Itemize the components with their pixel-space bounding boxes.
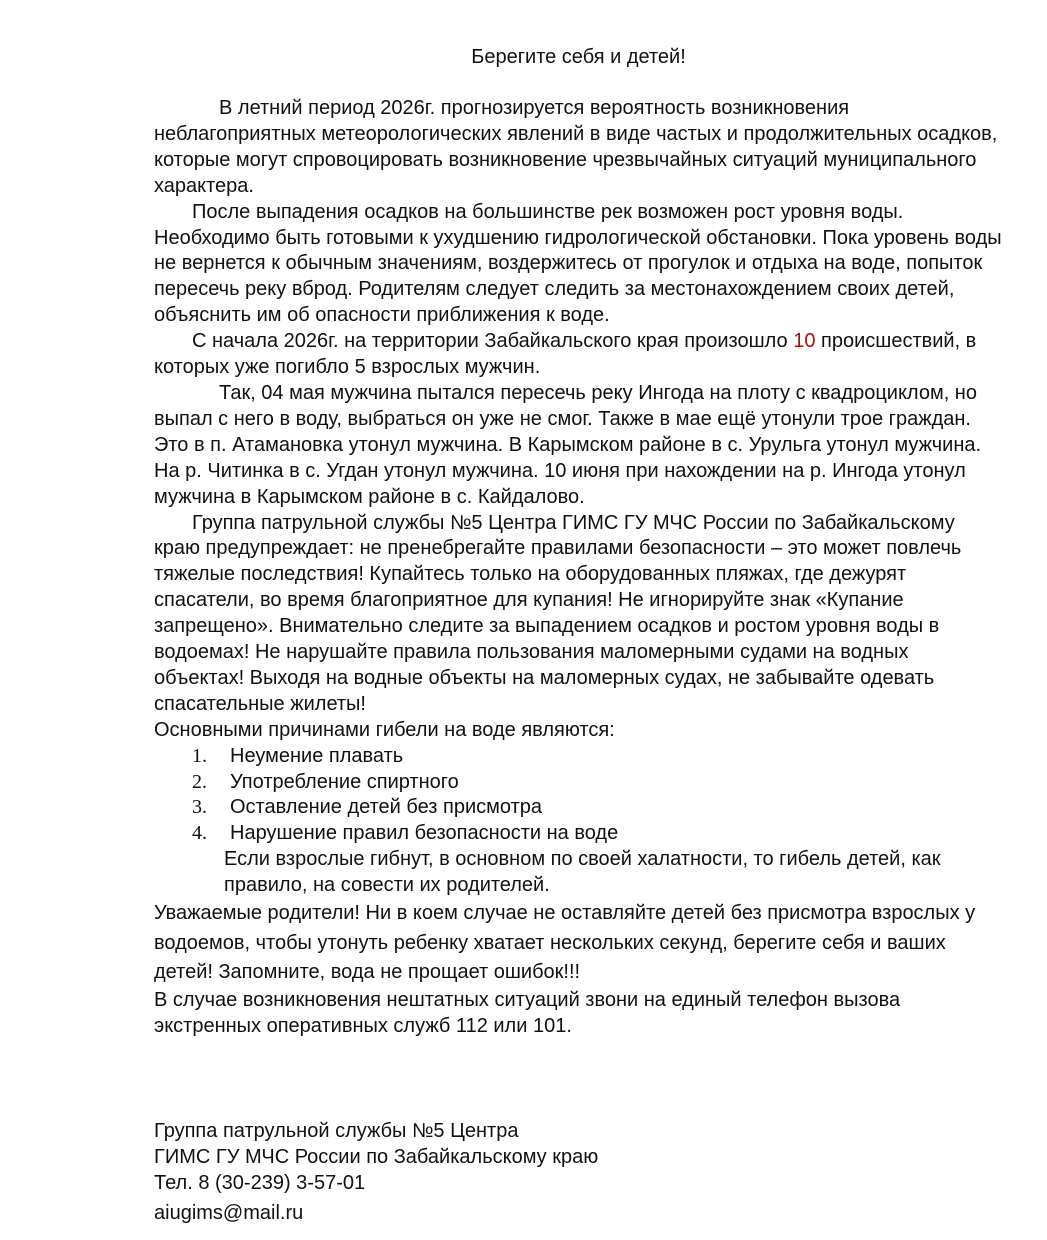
incidents-text-before: С начала 2026г. на территории Забайкальского края произошло	[192, 330, 794, 353]
paragraph-drowning-cases: Так, 04 мая мужчина пытался пересечь реку Ингода на плоту с квадроциклом, но выпал с него в воду, выбраться он уже не смог. Также в мае ещё утонули трое граждан. Это в п. Атамановка утонул мужчина. В Карымском районе в с. Урульга утонул мужчина. На р. Читинка в с. Угдан утонул мужчина. 10 июня при нахождении на р. Ингода утонул мужчина в Карымском районе в с. Кайдалово.	[154, 381, 982, 508]
list-item	[154, 770, 1004, 796]
signature-line-2: ГИМС ГУ МЧС России по Забайкальскому краю	[154, 1146, 599, 1168]
list-item-text: Неумение плавать	[230, 744, 404, 767]
paragraph-note: Если взрослые гибнут, в основном по своей халатности, то гибель детей, как правило, на совести их родителей.	[224, 848, 941, 897]
list-item-number: 4.	[192, 822, 207, 845]
document-body	[154, 96, 1004, 1039]
list-item	[154, 821, 1004, 847]
list-item-text: Оставление детей без присмотра	[230, 796, 542, 819]
paragraph-incidents	[154, 329, 1004, 381]
signature-block	[154, 1118, 598, 1226]
incidents-count: 10	[793, 330, 816, 353]
causes-intro: Основными причинами гибели на воде являются:	[154, 718, 615, 741]
signature-email: aiugims@mail.ru	[154, 1202, 304, 1224]
list-item-text: Употребление спиртного	[230, 770, 459, 793]
signature-phone: Тел. 8 (30-239) 3-57-01	[154, 1172, 366, 1194]
list-item-text: Нарушение правил безопасности на воде	[230, 822, 619, 845]
paragraph-water-level: После выпадения осадков на большинстве рек возможен рост уровня воды. Необходимо быть готовыми к ухудшению гидрологической обстановки. Пока уровень воды не вернется к обычным значениям, воздержитесь от прогулок и отдыха на воде, попыток пересечь реку вброд. Родителям следует следить за местонахождением своих детей, объяснить им об опасности приближения к воде.	[154, 200, 1002, 327]
list-item-number: 2.	[192, 770, 207, 793]
paragraph-forecast: В летний период 2026г. прогнозируется вероятность возникновения неблагоприятных метеорологических явлений в виде частых и продолжительных осадков, которые могут спровоцировать возникновение чрезвычайных ситуаций муниципального характера.	[154, 97, 998, 197]
incidents-text-after: происшествий, в которых уже погибло 5 взрослых мужчин.	[154, 330, 977, 379]
paragraph-warning: Группа патрульной службы №5 Центра ГИМС ГУ МЧС России по Забайкальскому краю предупреждает: не пренебрегайте правилами безопасности – это может повлечь тяжелые последствия! Купайтесь только на оборудованных пляжах, где дежурят спасатели, во время благоприятное для купания! Не игнорируйте знак «Купание запрещено». Внимательно следите за выпадением осадков и ростом уровня воды в водоемах! Не нарушайте правила пользования маломерными судами на водных объектах! Выходя на водные объекты на маломерных судах, не забывайте одевать спасательные жилеты!	[154, 511, 962, 715]
list-item-number: 1.	[192, 744, 207, 767]
list-item-number: 3.	[192, 796, 207, 819]
causes-list	[154, 744, 1004, 848]
document-title: Берегите себя и детей!	[471, 46, 686, 68]
paragraph-emergency: В случае возникновения нештатных ситуаций звони на единый телефон вызова экстренных оперативных служб 112 или 101.	[154, 988, 901, 1037]
list-item	[154, 744, 1004, 770]
signature-line-1: Группа патрульной службы №5 Центра	[154, 1120, 519, 1142]
list-item	[154, 795, 1004, 821]
paragraph-appeal: Уважаемые родители! Ни в коем случае не оставляйте детей без присмотра взрослых у водоемов, чтобы утонуть ребенку хватает нескольких секунд, берегите себя и ваших детей! Запомните, вода не прощает ошибок!!!	[154, 902, 976, 984]
